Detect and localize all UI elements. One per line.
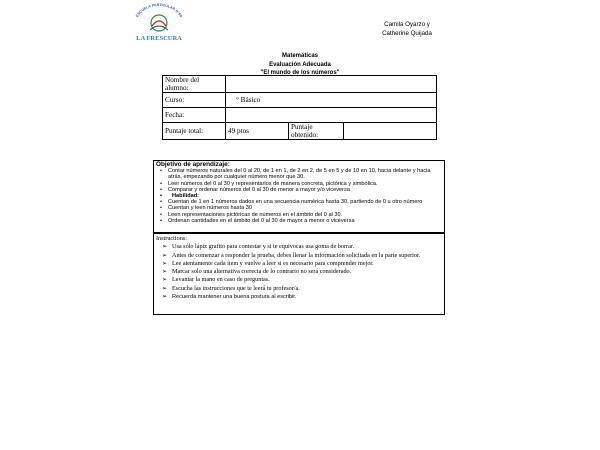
instruction-item: ➢ Usa sólo lápiz grafito para contestar y si te equivocas usa goma de borrar. bbox=[172, 243, 442, 251]
instruction-item: ➢ Lee atentamente cada ítem y vuelve a leer si es necesario para comprender mejor. bbox=[172, 260, 442, 268]
subject-title: Matemáticas bbox=[281, 53, 319, 59]
svg-text:ESCUELA PARTICULAR N°60 bbox=[135, 3, 183, 18]
objective-item: • Comparar y ordenar números del 0 al 30 de menor a mayor y/o viceversa bbox=[168, 187, 442, 193]
author-line-2: Catherine Quijada bbox=[382, 30, 432, 37]
puntaje-obtenido-field[interactable] bbox=[344, 123, 437, 140]
student-info-table bbox=[162, 75, 437, 140]
objectives-list bbox=[156, 168, 442, 224]
objective-item: • Contar números naturales del 0 al 20, de 1 en 1, de 2 en 2, de 5 en 5 y de 10 en 10, hacia delante y hacia atrás, empezando por cualquier número menor que 30. bbox=[168, 168, 442, 180]
fecha-label: Fecha: bbox=[163, 108, 226, 123]
instruction-item: ➢ Marcar solo una alternativa correcta de lo contrario no será considerado. bbox=[172, 268, 442, 276]
habilidad-heading: • Habilidad: bbox=[168, 193, 442, 199]
puntaje-total-value: 49 ptos bbox=[226, 123, 289, 140]
curso-field[interactable] bbox=[226, 93, 437, 108]
document-titles bbox=[200, 52, 400, 78]
test-title: "El mundo de los números" bbox=[260, 70, 340, 76]
author-line-1: Camila Oyarzo y bbox=[384, 21, 430, 28]
instructions-heading: Instructions: bbox=[156, 235, 187, 242]
objectives-box bbox=[153, 160, 445, 233]
curso-label: Curso: bbox=[163, 93, 226, 108]
curso-value: ° Básico bbox=[236, 96, 261, 104]
instruction-item: ➢ Levantar la mano en caso de preguntas. bbox=[172, 276, 442, 284]
evaluation-title: Evaluación Adecuada bbox=[269, 61, 331, 68]
authors bbox=[372, 20, 442, 38]
fecha-field[interactable] bbox=[226, 108, 437, 123]
logo-arc-text: ESCUELA PARTICULAR N°60 bbox=[135, 2, 183, 18]
instructions-list bbox=[156, 243, 442, 301]
puntaje-total-label: Puntaje total: bbox=[163, 123, 226, 140]
instructions-box bbox=[153, 233, 445, 315]
habilidad-item: • Ordenan cantidades en el ámbito del 0 al 30 de mayor a menor o viceversa bbox=[168, 218, 442, 224]
habilidad-item: • Cuentan de 1 en 1 números dados en una secuencia numérica hasta 30, partiendo de 0 u otro número bbox=[168, 199, 442, 205]
instruction-item: ➢ Antes de comenzar a responder la prueba, debes llenar la información solicitada en la parte superior. bbox=[172, 252, 442, 260]
logo-name: LA FRESCURA bbox=[136, 35, 182, 42]
instruction-item: ➢ Escucha las instrucciones que te leerá tu profesor/a. bbox=[172, 285, 442, 293]
nombre-field[interactable] bbox=[226, 76, 437, 93]
objectives-heading: Objetivo de aprendizaje: bbox=[156, 161, 230, 168]
school-logo bbox=[128, 2, 190, 44]
habilidad-item: • Leen representaciones pictóricas de números en el ámbito del 0 al 30. bbox=[168, 212, 442, 218]
objective-item: • Leer números del 0 al 30 y representarlos de manera concreta, pictórica y simbólica. bbox=[168, 181, 442, 187]
instruction-item: ➢ Recuerda mantener una buena postura al escribir. bbox=[172, 293, 442, 301]
habilidad-item: • Cuentan y leen números hasta 30 bbox=[168, 205, 442, 211]
puntaje-obtenido-label: Puntaje obtenido: bbox=[289, 123, 344, 140]
nombre-label: Nombre del alumno: bbox=[163, 76, 226, 93]
